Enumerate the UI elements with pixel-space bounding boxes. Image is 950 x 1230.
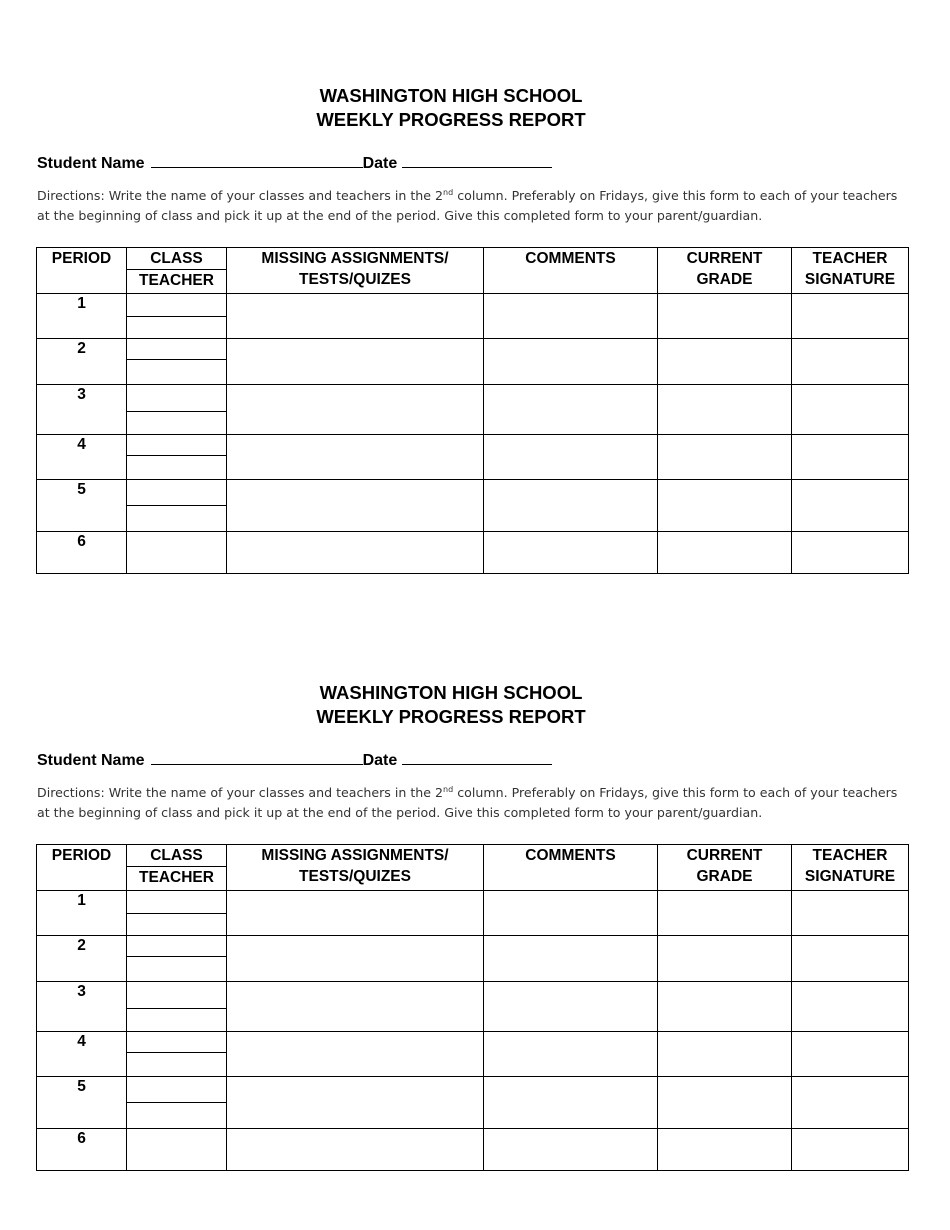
header-missing-assignments: MISSING ASSIGNMENTS/ TESTS/QUIZES [227, 248, 484, 294]
period-number: 1 [37, 891, 127, 936]
header-class: CLASS [127, 845, 227, 867]
date-label: Date [362, 752, 398, 769]
class-cell[interactable] [127, 1077, 227, 1103]
directions-superscript: nd [443, 188, 454, 197]
teacher-cell[interactable] [127, 506, 227, 532]
teacher-cell[interactable] [127, 1103, 227, 1129]
teacher-cell[interactable] [127, 360, 227, 385]
teacher-signature-cell[interactable] [792, 891, 909, 936]
student-name-label: Student Name [37, 155, 145, 172]
comments-cell[interactable] [484, 891, 658, 936]
class-cell[interactable] [127, 339, 227, 360]
period-number: 2 [37, 936, 127, 982]
period-number: 3 [37, 385, 127, 435]
teacher-signature-cell[interactable] [792, 435, 909, 480]
progress-report-1 [0, 0, 950, 600]
current-grade-cell[interactable] [658, 532, 792, 574]
header-missing-assignments: MISSING ASSIGNMENTS/ TESTS/QUIZES [227, 845, 484, 891]
header-period: PERIOD [37, 845, 127, 891]
class-teacher-cell[interactable] [127, 1129, 227, 1171]
missing-assignments-cell[interactable] [227, 982, 484, 1032]
comments-cell[interactable] [484, 936, 658, 982]
period-number: 6 [37, 532, 127, 574]
progress-table [36, 844, 909, 1171]
current-grade-cell[interactable] [658, 294, 792, 339]
header-teacher: TEACHER [127, 270, 227, 294]
missing-assignments-cell[interactable] [227, 891, 484, 936]
missing-assignments-cell[interactable] [227, 339, 484, 385]
comments-cell[interactable] [484, 1129, 658, 1171]
class-cell[interactable] [127, 480, 227, 506]
header-class: CLASS [127, 248, 227, 270]
missing-assignments-cell[interactable] [227, 532, 484, 574]
current-grade-cell[interactable] [658, 982, 792, 1032]
header-teacher-signature: TEACHER SIGNATURE [792, 845, 909, 891]
teacher-cell[interactable] [127, 1053, 227, 1077]
current-grade-cell[interactable] [658, 1032, 792, 1077]
teacher-signature-cell[interactable] [792, 339, 909, 385]
directions-superscript: nd [443, 785, 454, 794]
header-current-grade: CURRENT GRADE [658, 845, 792, 891]
current-grade-cell[interactable] [658, 385, 792, 435]
missing-assignments-cell[interactable] [227, 435, 484, 480]
teacher-signature-cell[interactable] [792, 532, 909, 574]
teacher-cell[interactable] [127, 317, 227, 339]
student-name-field[interactable] [151, 152, 363, 168]
class-teacher-cell[interactable] [127, 532, 227, 574]
missing-assignments-cell[interactable] [227, 936, 484, 982]
missing-assignments-cell[interactable] [227, 1077, 484, 1129]
teacher-signature-cell[interactable] [792, 982, 909, 1032]
student-name-label: Student Name [37, 752, 145, 769]
class-cell[interactable] [127, 936, 227, 957]
period-number: 2 [37, 339, 127, 385]
teacher-signature-cell[interactable] [792, 1032, 909, 1077]
class-cell[interactable] [127, 891, 227, 914]
teacher-cell[interactable] [127, 412, 227, 435]
directions-text [37, 783, 907, 823]
header-comments: COMMENTS [484, 845, 658, 891]
directions-part-2: column. Preferably on Fridays, give this form to each of your teachers at the beginning of class and pick it up at the end of the period. Give this completed form to your parent/guardian. [37, 785, 898, 820]
header-teacher: TEACHER [127, 867, 227, 891]
missing-assignments-cell[interactable] [227, 480, 484, 532]
student-info-line [37, 152, 552, 175]
teacher-cell[interactable] [127, 1009, 227, 1032]
teacher-signature-cell[interactable] [792, 294, 909, 339]
class-cell[interactable] [127, 385, 227, 412]
class-cell[interactable] [127, 982, 227, 1009]
teacher-cell[interactable] [127, 957, 227, 982]
comments-cell[interactable] [484, 1032, 658, 1077]
student-info-line [37, 749, 552, 772]
header-period: PERIOD [37, 248, 127, 294]
header-teacher-signature: TEACHER SIGNATURE [792, 248, 909, 294]
comments-cell[interactable] [484, 385, 658, 435]
directions-part-2: column. Preferably on Fridays, give this form to each of your teachers at the beginning of class and pick it up at the end of the period. Give this completed form to your parent/guardian. [37, 188, 898, 223]
teacher-signature-cell[interactable] [792, 480, 909, 532]
teacher-cell[interactable] [127, 914, 227, 936]
date-field[interactable] [402, 749, 552, 765]
report-title: WEEKLY PROGRESS REPORT [316, 706, 586, 727]
current-grade-cell[interactable] [658, 480, 792, 532]
missing-assignments-cell[interactable] [227, 385, 484, 435]
period-number: 5 [37, 480, 127, 532]
directions-part-1: Directions: Write the name of your classes and teachers in the 2 [37, 188, 444, 203]
period-number: 5 [37, 1077, 127, 1129]
missing-assignments-cell[interactable] [227, 294, 484, 339]
date-field[interactable] [402, 152, 552, 168]
missing-assignments-cell[interactable] [227, 1129, 484, 1171]
current-grade-cell[interactable] [658, 891, 792, 936]
current-grade-cell[interactable] [658, 936, 792, 982]
missing-assignments-cell[interactable] [227, 1032, 484, 1077]
teacher-signature-cell[interactable] [792, 1129, 909, 1171]
comments-cell[interactable] [484, 339, 658, 385]
teacher-signature-cell[interactable] [792, 385, 909, 435]
teacher-signature-cell[interactable] [792, 936, 909, 982]
teacher-signature-cell[interactable] [792, 1077, 909, 1129]
period-number: 4 [37, 1032, 127, 1077]
progress-table [36, 247, 909, 574]
class-cell[interactable] [127, 435, 227, 456]
progress-report-2 [0, 597, 950, 1197]
class-cell[interactable] [127, 294, 227, 317]
current-grade-cell[interactable] [658, 1077, 792, 1129]
class-cell[interactable] [127, 1032, 227, 1053]
teacher-cell[interactable] [127, 456, 227, 480]
report-title: WEEKLY PROGRESS REPORT [316, 109, 586, 130]
header-comments: COMMENTS [484, 248, 658, 294]
comments-cell[interactable] [484, 294, 658, 339]
school-title: WASHINGTON HIGH SCHOOL [319, 682, 583, 703]
current-grade-cell[interactable] [658, 339, 792, 385]
period-number: 4 [37, 435, 127, 480]
comments-cell[interactable] [484, 532, 658, 574]
date-label: Date [362, 155, 398, 172]
current-grade-cell[interactable] [658, 435, 792, 480]
comments-cell[interactable] [484, 435, 658, 480]
comments-cell[interactable] [484, 1077, 658, 1129]
period-number: 6 [37, 1129, 127, 1171]
comments-cell[interactable] [484, 982, 658, 1032]
period-number: 1 [37, 294, 127, 339]
directions-text [37, 186, 907, 226]
current-grade-cell[interactable] [658, 1129, 792, 1171]
student-name-field[interactable] [151, 749, 363, 765]
header-current-grade: CURRENT GRADE [658, 248, 792, 294]
comments-cell[interactable] [484, 480, 658, 532]
school-title: WASHINGTON HIGH SCHOOL [319, 85, 583, 106]
period-number: 3 [37, 982, 127, 1032]
directions-part-1: Directions: Write the name of your classes and teachers in the 2 [37, 785, 444, 800]
